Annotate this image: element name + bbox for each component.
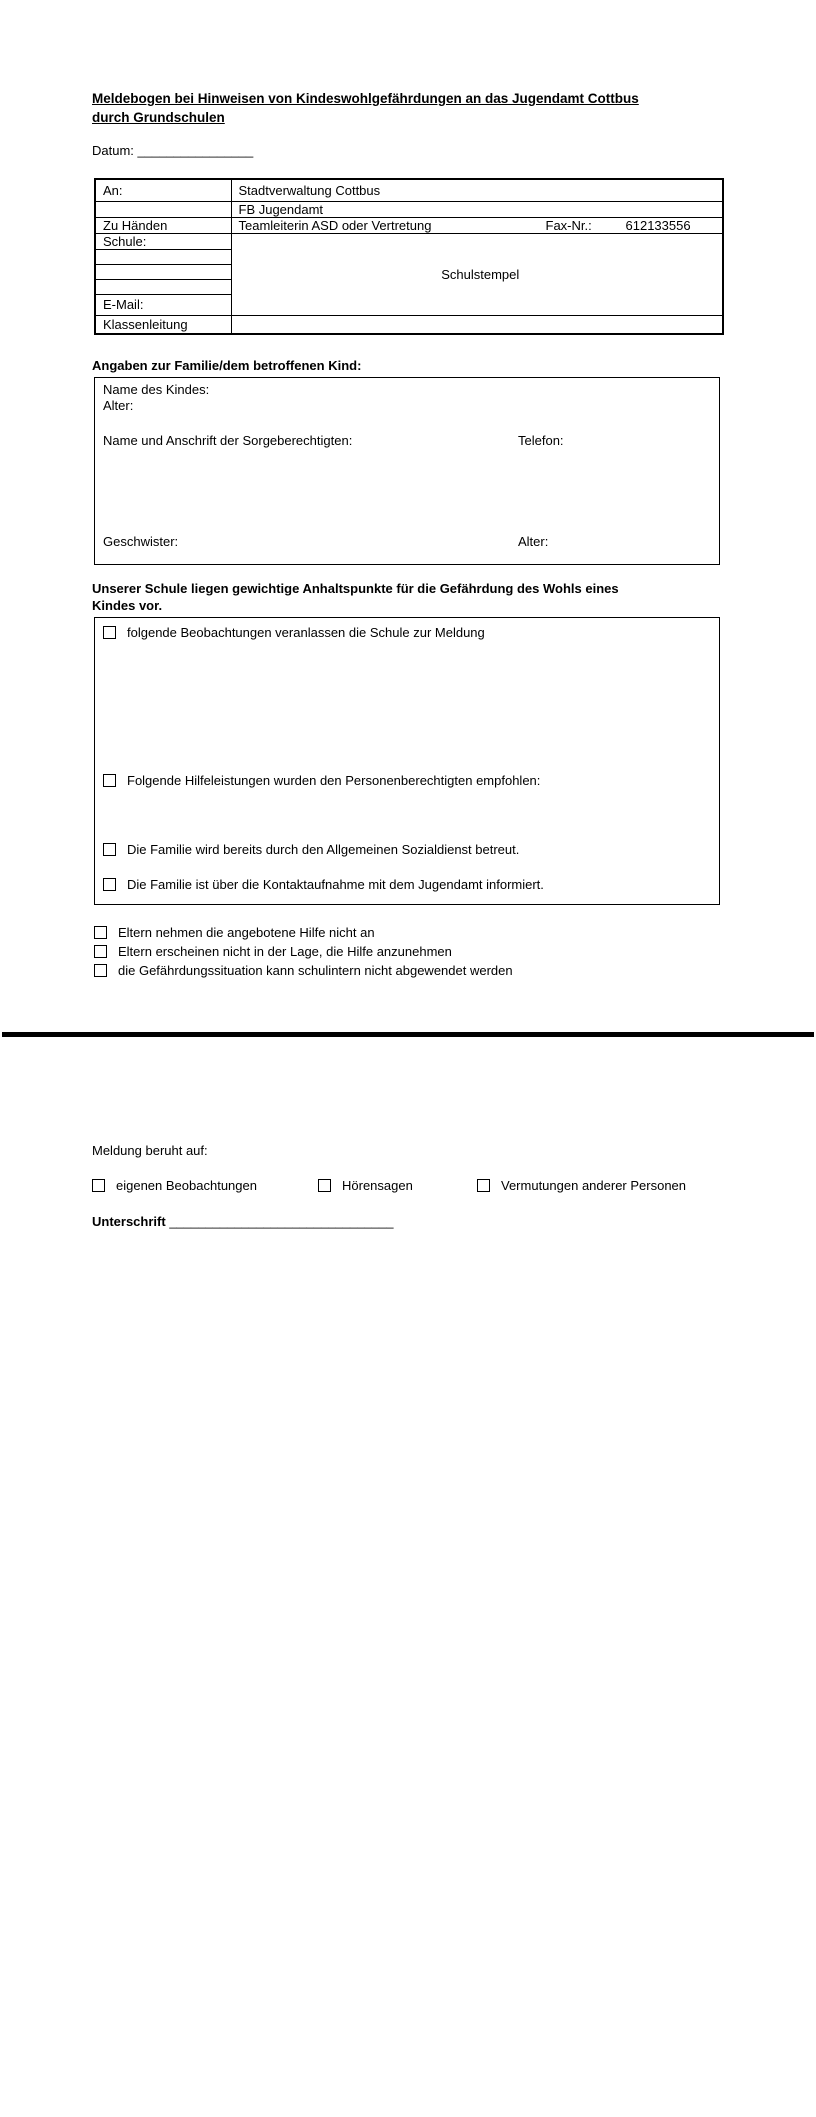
basis-option-label: Hörensagen — [342, 1178, 413, 1193]
zu-haenden-value: Teamleiterin ASD oder Vertretung — [238, 217, 432, 233]
escalation-label: Eltern erscheinen nicht in der Lage, die Hilfe anzunehmen — [118, 944, 452, 959]
date-label: Datum: — [92, 143, 134, 158]
checkbox-family-informed[interactable] — [103, 878, 116, 891]
escalation-list — [94, 925, 513, 982]
indicator-item — [103, 625, 485, 640]
checkbox-assumptions-others[interactable] — [477, 1179, 490, 1192]
klassenleitung-input-cell[interactable] — [231, 315, 723, 334]
escalation-item — [94, 925, 513, 940]
form-title-line-1: Meldebogen bei Hinweisen von Kindeswohlgefährdungen an das Jugendamt Cottbus — [92, 91, 639, 106]
indicator-item — [103, 773, 540, 788]
signature-label: Unterschrift — [92, 1214, 166, 1229]
checkbox-recommended-help[interactable] — [103, 774, 116, 787]
schule-extra-line-cell[interactable] — [95, 279, 231, 294]
escalation-item — [94, 944, 513, 959]
checkbox-risk-not-avertable[interactable] — [94, 964, 107, 977]
family-section-heading: Angaben zur Familie/dem betroffenen Kind: — [92, 358, 362, 373]
an-label-cell: An: — [95, 179, 231, 201]
form-title — [92, 90, 732, 128]
klassenleitung-label-cell: Klassenleitung — [95, 315, 231, 334]
indicator-item — [103, 842, 519, 857]
basis-option — [477, 1178, 686, 1193]
recipient-table — [94, 178, 724, 335]
escalation-label: die Gefährdungssituation kann schulintern nicht abgewendet werden — [118, 963, 513, 978]
fax-label: Fax-Nr.: — [545, 217, 592, 233]
signature-line — [92, 1214, 393, 1229]
child-age-label: Alter: — [103, 398, 134, 413]
dept-value-cell: FB Jugendamt — [231, 201, 723, 217]
basis-option-label: Vermutungen anderer Personen — [501, 1178, 687, 1193]
checkbox-own-observations[interactable] — [92, 1179, 105, 1192]
escalation-item — [94, 963, 513, 978]
indicator-label: Die Familie wird bereits durch den Allgemeinen Sozialdienst betreut. — [127, 842, 520, 857]
basis-label: Meldung beruht auf: — [92, 1143, 208, 1158]
siblings-label: Geschwister: — [103, 534, 179, 549]
an-value-cell: Stadtverwaltung Cottbus — [231, 179, 723, 201]
basis-option — [318, 1178, 413, 1193]
checkbox-parents-refuse-help[interactable] — [94, 926, 107, 939]
checkbox-observations[interactable] — [103, 626, 116, 639]
schulstempel-cell — [231, 233, 723, 315]
schule-label-cell: Schule: — [95, 233, 231, 249]
date-line — [92, 143, 253, 158]
guardian-name-address-label: Name und Anschrift der Sorgeberechtigten: — [103, 433, 353, 448]
indicator-label: Die Familie ist über die Kontaktaufnahme mit dem Jugendamt informiert. — [127, 877, 544, 892]
basis-option-label: eigenen Beobachtungen — [116, 1178, 257, 1193]
fax-number: 612133556 — [625, 217, 691, 233]
checkbox-parents-unable[interactable] — [94, 945, 107, 958]
checkbox-hearsay[interactable] — [318, 1179, 331, 1192]
escalation-label: Eltern nehmen die angebotene Hilfe nicht an — [118, 925, 375, 940]
schulstempel-label: Schulstempel — [441, 266, 520, 282]
schule-extra-line-cell[interactable] — [95, 264, 231, 279]
email-label-cell: E-Mail: — [95, 294, 231, 315]
child-name-label: Name des Kindes: — [103, 382, 210, 397]
signature-blank-field[interactable]: _______________________________ — [169, 1214, 394, 1229]
indicators-box — [94, 617, 720, 905]
indicator-label: Folgende Hilfeleistungen wurden den Personenberechtigten empfohlen: — [127, 773, 541, 788]
page-break-divider — [2, 1032, 814, 1037]
indicators-heading-line-1: Unserer Schule liegen gewichtige Anhaltspunkte für die Gefährdung des Wohls eines — [92, 581, 619, 596]
siblings-age-label: Alter: — [518, 534, 549, 549]
indicators-section-heading — [92, 581, 732, 615]
indicator-label: folgende Beobachtungen veranlassen die Schule zur Meldung — [127, 625, 485, 640]
schule-extra-line-cell[interactable] — [95, 249, 231, 264]
indicator-item — [103, 877, 544, 892]
zu-haenden-value-cell — [231, 217, 723, 233]
form-title-line-2: durch Grundschulen — [92, 109, 225, 125]
basis-options-row — [92, 1178, 732, 1194]
basis-option — [92, 1178, 257, 1193]
family-info-box — [94, 377, 720, 565]
phone-label: Telefon: — [518, 433, 564, 448]
date-blank-field[interactable]: ________________ — [137, 143, 254, 158]
indicators-heading-line-2: Kindes vor. — [92, 597, 163, 613]
an-label-empty-cell — [95, 201, 231, 217]
zu-haenden-label-cell: Zu Händen — [95, 217, 231, 233]
checkbox-family-in-social-service[interactable] — [103, 843, 116, 856]
